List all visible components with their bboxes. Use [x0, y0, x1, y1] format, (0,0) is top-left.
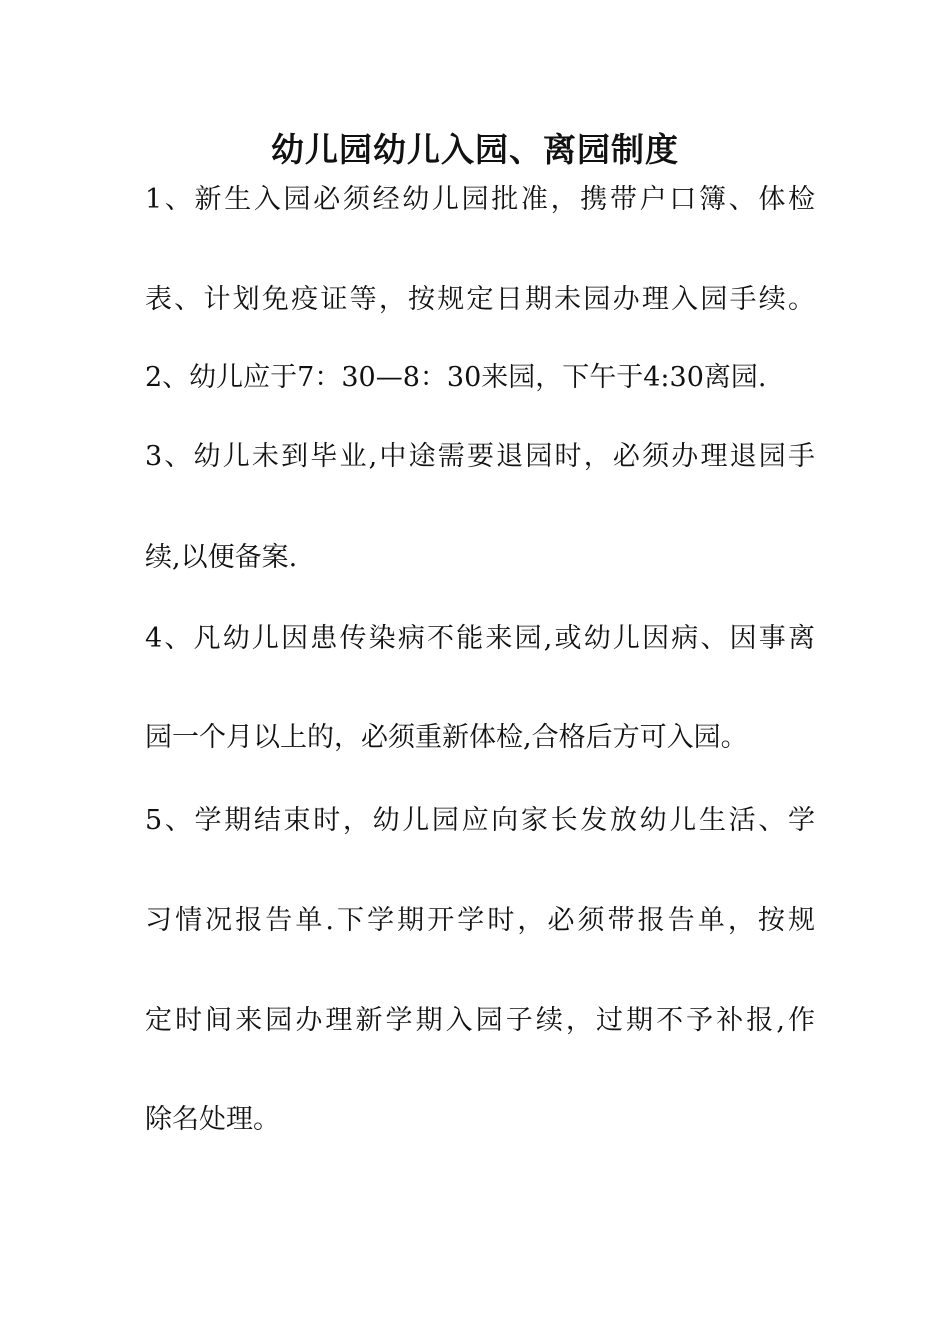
rule-3-line-1: 3、幼儿未到毕业,中途需要退园时，必须办理退园手 — [145, 441, 815, 472]
rule-1-line-1: 1、新生入园必须经幼儿园批准，携带户口簿、体检 — [145, 184, 815, 215]
rule-5-line-2: 习情况报告单.下学期开学时，必须带报告单，按规 — [145, 905, 815, 936]
rule-4-line-1: 4、凡幼儿因患传染病不能来园,或幼儿因病、因事离 — [145, 623, 815, 654]
rule-1-line-2: 表、计划免疫证等，按规定日期未园办理入园手续。 — [145, 284, 815, 315]
rule-5-line-1: 5、学期结束时，幼儿园应向家长发放幼儿生活、学 — [145, 805, 815, 836]
rule-5-line-4: 除名处理。 — [145, 1104, 280, 1135]
rule-4-line-2: 园一个月以上的，必须重新体检,合格后方可入园。 — [145, 722, 748, 753]
rule-5-line-3: 定时间来园办理新学期入园子续，过期不予补报,作 — [145, 1005, 815, 1036]
document-title: 幼儿园幼儿入园、离园制度 — [271, 130, 679, 169]
rule-2-line-1: 2、幼儿应于7：30—8：30来园，下午于4:30离园. — [145, 362, 767, 393]
rule-3-line-2: 续,以便备案. — [145, 542, 298, 573]
